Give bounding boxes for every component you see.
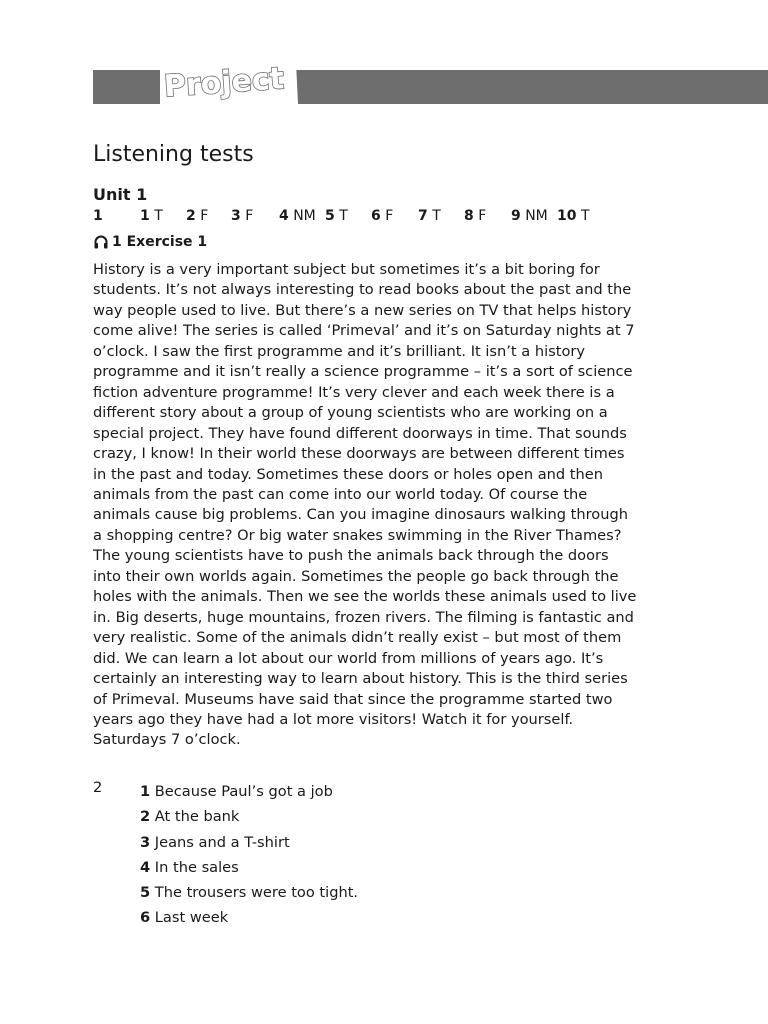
passage-line: into their own worlds again. Sometimes the people go back through the bbox=[93, 567, 619, 585]
answer-item: 2 F bbox=[186, 208, 209, 224]
passage-line: certainly an interesting way to learn about history. This is the third series bbox=[93, 670, 628, 688]
project-tab-label: Project bbox=[162, 61, 286, 104]
passage-line: animals from the past can come into our world today. Of course the bbox=[93, 485, 588, 503]
question-2-number: 2 bbox=[93, 779, 103, 796]
project-tab-shape bbox=[160, 54, 298, 104]
page-title: Listening tests bbox=[93, 142, 254, 167]
passage-line: fiction adventure programme! It’s very clever and each week there is a bbox=[93, 383, 615, 401]
passage-line: different story about a group of young scientists who are working on a bbox=[93, 404, 608, 422]
passage-line: a shopping centre? Or big water snakes swimming in the River Thames? bbox=[93, 526, 622, 544]
question-1-answers bbox=[93, 208, 713, 228]
answer-item: 7 T bbox=[418, 208, 441, 224]
passage-line: in the past and today. Sometimes these doors or holes open and then bbox=[93, 465, 603, 483]
answer-item: 4 NM bbox=[279, 208, 316, 224]
answer-item: 1 T bbox=[140, 208, 163, 224]
list-item: 4 In the sales bbox=[140, 858, 239, 876]
answer-item: 9 NM bbox=[511, 208, 548, 224]
passage-line: special project. They have found different doorways in time. That sounds bbox=[93, 424, 627, 442]
passage-line: Saturdays 7 o’clock. bbox=[93, 731, 241, 749]
answer-item: 8 F bbox=[464, 208, 487, 224]
headphones-icon bbox=[93, 234, 109, 250]
passage-line: crazy, I know! In their world these doorways are between different times bbox=[93, 445, 625, 463]
passage-line: way people used to live. But there’s a new series on TV that helps history bbox=[93, 301, 632, 319]
answer-item: 10 T bbox=[557, 208, 590, 224]
passage-line: years ago they have had a lot more visitors! Watch it for yourself. bbox=[93, 710, 574, 728]
passage-line: animals cause big problems. Can you imagine dinosaurs walking through bbox=[93, 506, 628, 524]
list-item: 5 The trousers were too tight. bbox=[140, 884, 359, 902]
passage-line: in. Big deserts, huge mountains, frozen rivers. The filming is fantastic and bbox=[93, 608, 634, 626]
list-item: 3 Jeans and a T-shirt bbox=[140, 833, 290, 851]
passage-line: History is a very important subject but sometimes it’s a bit boring for bbox=[93, 261, 600, 278]
passage-line: come alive! The series is called ‘Primeval’ and it’s on Saturday nights at 7 bbox=[93, 322, 635, 340]
passage-line: students. It’s not always interesting to read books about the past and the bbox=[93, 281, 632, 299]
passage-line: programme and it isn’t really a science programme – it’s a sort of science bbox=[93, 363, 633, 381]
project-tab bbox=[160, 54, 298, 104]
passage-line: of Primeval. Museums have said that since the programme started two bbox=[93, 690, 613, 708]
question-1-number: 1 bbox=[93, 208, 103, 224]
passage-line: The young scientists have to push the animals back through the doors bbox=[93, 547, 609, 565]
listening-passage bbox=[93, 260, 683, 751]
list-item: 2 At the bank bbox=[140, 808, 240, 826]
answer-item: 5 T bbox=[325, 208, 348, 224]
exercise-heading bbox=[93, 234, 207, 250]
list-item: 1 Because Paul’s got a job bbox=[140, 783, 333, 800]
passage-line: did. We can learn a lot about our world from millions of years ago. It’s bbox=[93, 649, 604, 667]
passage-line: very realistic. Some of the animals didn’t really exist – but most of them bbox=[93, 629, 622, 647]
list-item: 6 Last week bbox=[140, 909, 229, 927]
passage-line: o’clock. I saw the first programme and it’s brilliant. It isn’t a history bbox=[93, 342, 586, 360]
passage-line: holes with the animals. Then we see the worlds these animals used to live bbox=[93, 588, 637, 606]
question-2-answers bbox=[140, 779, 358, 931]
unit-heading: Unit 1 bbox=[93, 185, 148, 204]
answer-item: 6 F bbox=[371, 208, 394, 224]
exercise-label: 1 Exercise 1 bbox=[112, 234, 208, 250]
answer-item: 3 F bbox=[231, 208, 254, 224]
